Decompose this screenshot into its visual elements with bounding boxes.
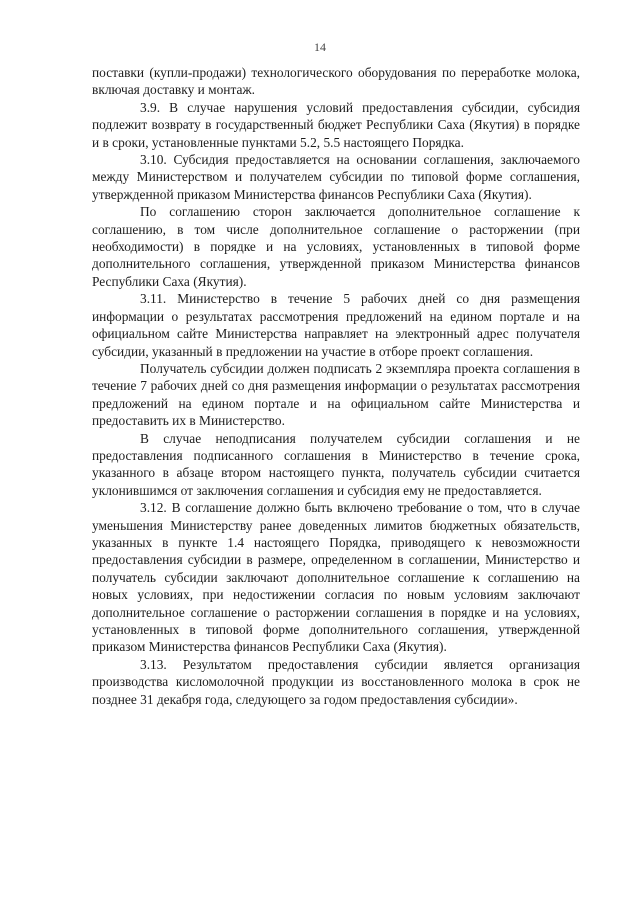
paragraph: 3.9. В случае нарушения условий предоставления субсидии, субсидия подлежит возврату в государственный бюджет Республики Саха (Якутия) в порядке и в сроки, установленные пунктами 5.2, 5.5 настоящего Порядка. (92, 99, 580, 150)
paragraph: 3.12. В соглашение должно быть включено требование о том, что в случае уменьшения Министерству ранее доведенных лимитов бюджетных обязательств, указанных в пункте 1.4 настоящего Порядка, приводящего к невозможности предоставления субсидии в размере, определенном в соглашении, Министерство и получатель субсидии заключают дополнительное соглашение к соглашению на новых условиях, при недостижении согласия по новым условиям заключают дополнительное соглашение о расторжении соглашения в порядке и на условиях, установленных в типовой форме дополнительного соглашения, утвержденной приказом Министерства финансов Республики Саха (Якутия). (92, 500, 580, 655)
paragraph: По соглашению сторон заключается дополнительное соглашение к соглашению, в том числе дополнительное соглашение о расторжении (при необходимости) в порядке и на условиях, установленных в типовой форме дополнительного соглашения, утвержденной приказом Министерства финансов Республики Саха (Якутия). (92, 204, 580, 289)
paragraph: В случае неподписания получателем субсидии соглашения и не предоставления подписанного соглашения в Министерство в течение срока, указанного в абзаце втором настоящего пункта, получатель субсидии считается уклонившимся от заключения соглашения и субсидия ему не предоставляется. (92, 430, 580, 498)
document-body (92, 64, 580, 708)
paragraph: поставки (купли-продажи) технологического оборудования по переработке молока, включая доставку и монтаж. (92, 65, 580, 98)
paragraph: 3.10. Субсидия предоставляется на основании соглашения, заключаемого между Министерством и получателем субсидии по типовой форме соглашения, утвержденной приказом Министерства финансов Республики Саха (Якутия). (92, 152, 580, 202)
paragraph: 3.11. Министерство в течение 5 рабочих дней со дня размещения информации о результатах рассмотрения предложений на едином портале и на официальном сайте Министерства направляет на электронный адрес получателя субсидии, указанный в предложении на участие в отборе проект соглашения. (92, 291, 580, 359)
paragraph: 3.13. Результатом предоставления субсидии является организация производства кисломолочной продукции из восстановленного молока в срок не позднее 31 декабря года, следующего за годом предоставления субсидии». (92, 656, 580, 707)
page-number: 14 (314, 40, 326, 54)
paragraph: Получатель субсидии должен подписать 2 экземпляра проекта соглашения в течение 7 рабочих дней со дня размещения информации о результатах рассмотрения предложений на едином портале и на официальном сайте Министерства и предоставить их в Министерство. (92, 360, 580, 429)
